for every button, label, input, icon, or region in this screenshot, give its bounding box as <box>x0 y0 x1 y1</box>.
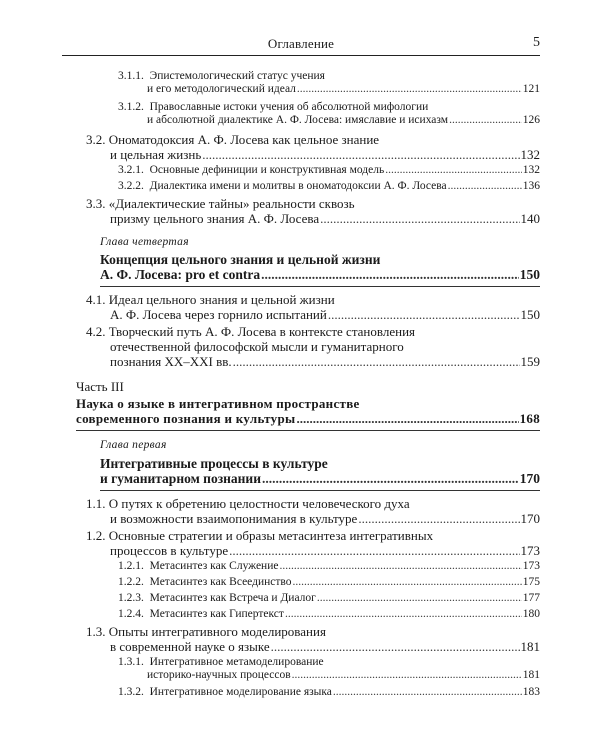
toc-entry-3-2-1[interactable] <box>118 164 540 177</box>
leader-dots <box>295 411 518 426</box>
leader-dots <box>228 543 519 558</box>
entry-page: 136 <box>522 180 540 192</box>
entry-number: 1.3.1. <box>118 656 144 668</box>
leader-dots <box>447 180 522 193</box>
toc-entry-1-3-2[interactable] <box>118 686 540 699</box>
chapter-rule <box>100 490 540 491</box>
entry-page: 150 <box>520 307 540 322</box>
entry-title-cont: и абсолютной диалектике А. Ф. Лосева: имяславие и исихазм <box>147 114 449 126</box>
toc-entry-4-1[interactable] <box>86 292 540 322</box>
toc-entry-3-1-2[interactable] <box>118 101 540 127</box>
page-number: 5 <box>533 35 540 50</box>
toc-entry-3-3[interactable] <box>86 196 540 226</box>
entry-number: 1.2. <box>86 528 106 543</box>
entry-title-cont: и его методологический идеал <box>147 83 296 95</box>
entry-number: 4.1. <box>86 292 106 307</box>
entry-number: 1.1. <box>86 496 106 511</box>
entry-page: 168 <box>519 411 540 426</box>
leader-dots <box>232 354 520 369</box>
leader-dots <box>284 608 522 621</box>
entry-page: 173 <box>520 543 540 558</box>
entry-page: 177 <box>522 592 540 604</box>
toc-entry-1-2-4[interactable] <box>118 608 540 621</box>
toc-entry-1-2-1[interactable] <box>118 560 540 573</box>
leader-dots <box>260 267 519 282</box>
entry-number: 3.2. <box>86 132 106 147</box>
part-rule <box>76 430 540 431</box>
entry-title: Метасинтез как Гипертекст <box>149 608 284 620</box>
entry-page: 181 <box>522 669 540 681</box>
entry-title: Метасинтез как Служение <box>149 560 279 572</box>
entry-title: Диалектика имени и молитвы в ономатодоксии А. Ф. Лосева <box>149 180 447 192</box>
toc-entry-1-2-2[interactable] <box>118 576 540 589</box>
leader-dots <box>448 114 522 127</box>
part-heading[interactable] <box>76 396 540 426</box>
entry-page: 140 <box>520 211 540 226</box>
toc-entry-1-2[interactable] <box>86 528 540 558</box>
entry-title: «Диалектические тайны» реальности сквозь <box>108 196 355 211</box>
entry-page: 132 <box>522 164 540 176</box>
leader-dots <box>319 211 519 226</box>
entry-number: 1.2.4. <box>118 608 144 620</box>
entry-number: 3.1.2. <box>118 101 144 113</box>
entry-page: 175 <box>522 576 540 588</box>
entry-title-cont: процессов в культуре <box>110 543 229 558</box>
chapter-title: Интегративные процессы в культуре <box>100 456 328 471</box>
chapter-label: Глава четвертая <box>100 236 189 248</box>
entry-number: 1.2.1. <box>118 560 144 572</box>
chapter-heading[interactable] <box>100 456 540 486</box>
entry-page: 126 <box>522 114 540 126</box>
chapter-label: Глава первая <box>100 439 167 451</box>
entry-number: 1.3.2. <box>118 686 144 698</box>
entry-number: 3.1.1. <box>118 70 144 82</box>
leader-dots <box>292 576 522 589</box>
leader-dots <box>327 307 520 322</box>
entry-title: Интегративное метамоделирование <box>149 656 324 668</box>
entry-page: 173 <box>522 560 540 572</box>
entry-title-cont: историко-научных процессов <box>147 669 291 681</box>
leader-dots <box>201 147 519 162</box>
leader-dots <box>332 686 522 699</box>
entry-title-cont: в современной науке о языке <box>110 639 270 654</box>
entry-page: 121 <box>522 83 540 95</box>
part-title: Наука о языке в интегративном пространстве <box>76 396 360 411</box>
entry-page: 180 <box>522 608 540 620</box>
toc-entry-1-1[interactable] <box>86 496 540 526</box>
entry-title: Метасинтез как Встреча и Диалог <box>149 592 316 604</box>
running-head <box>62 34 540 56</box>
toc-entry-1-3[interactable] <box>86 624 540 654</box>
running-head-title: Оглавление <box>267 36 335 51</box>
toc-entry-4-2[interactable] <box>86 324 540 369</box>
entry-number: 3.2.1. <box>118 164 144 176</box>
entry-number: 3.3. <box>86 196 106 211</box>
entry-title: Ономатодоксия А. Ф. Лосева как цельное знание <box>108 132 380 147</box>
entry-title: Опыты интегративного моделирования <box>108 624 326 639</box>
toc-entry-1-2-3[interactable] <box>118 592 540 605</box>
entry-page: 132 <box>520 147 540 162</box>
header-rule <box>62 55 540 56</box>
leader-dots <box>261 471 519 486</box>
entry-title-cont: А. Ф. Лосева через горнило испытаний <box>110 307 327 322</box>
chapter-title-cont: А. Ф. Лосева: pro et contra <box>100 267 261 282</box>
leader-dots <box>270 639 520 654</box>
part-title-cont: современного познания и культуры <box>76 411 296 426</box>
entry-title: Эпистемологический статус учения <box>149 70 325 82</box>
leader-dots <box>296 83 522 96</box>
leader-dots <box>357 511 519 526</box>
entry-number: 1.2.2. <box>118 576 144 588</box>
part-label: Часть III <box>76 379 124 394</box>
entry-title-cont: и цельная жизнь <box>110 147 202 162</box>
entry-page: 159 <box>520 354 540 369</box>
leader-dots <box>291 669 522 682</box>
entry-title: Основные дефиниции и конструктивная модель <box>149 164 385 176</box>
toc-entry-3-2[interactable] <box>86 132 540 162</box>
leader-dots <box>384 164 522 177</box>
leader-dots <box>316 592 522 605</box>
entry-title: О путях к обретению целостности человеческого духа <box>108 496 410 511</box>
entry-page: 181 <box>520 639 540 654</box>
leader-dots <box>278 560 521 573</box>
toc-entry-3-2-2[interactable] <box>118 180 540 193</box>
toc-entry-3-1-1[interactable] <box>118 70 540 96</box>
entry-number: 1.3. <box>86 624 106 639</box>
entry-title: Идеал цельного знания и цельной жизни <box>108 292 335 307</box>
entry-number: 1.2.3. <box>118 592 144 604</box>
entry-title-cont: и возможности взаимопонимания в культуре <box>110 511 358 526</box>
entry-page: 170 <box>519 471 540 486</box>
chapter-heading[interactable] <box>100 252 540 282</box>
entry-title-cont: отечественной философской мысли и гуманитарного <box>110 339 404 354</box>
toc-entry-1-3-1[interactable] <box>118 656 540 682</box>
entry-title: Интегративное моделирование языка <box>149 686 332 698</box>
chapter-title: Концепция цельного знания и цельной жизни <box>100 252 381 267</box>
entry-number: 3.2.2. <box>118 180 144 192</box>
chapter-title-cont: и гуманитарном познании <box>100 471 261 486</box>
entry-title: Творческий путь А. Ф. Лосева в контексте становления <box>108 324 415 339</box>
entry-number: 4.2. <box>86 324 106 339</box>
entry-page: 150 <box>519 267 540 282</box>
entry-page: 170 <box>520 511 540 526</box>
entry-title: Метасинтез как Всеединство <box>149 576 292 588</box>
entry-title: Православные истоки учения об абсолютной мифологии <box>149 101 429 113</box>
entry-title: Основные стратегии и образы метасинтеза интегративных <box>108 528 434 543</box>
chapter-rule <box>100 286 540 287</box>
entry-title-cont: призму цельного знания А. Ф. Лосева <box>110 211 320 226</box>
entry-title-cont: познания XX–XXI вв. <box>110 354 232 369</box>
entry-page: 183 <box>522 686 540 698</box>
